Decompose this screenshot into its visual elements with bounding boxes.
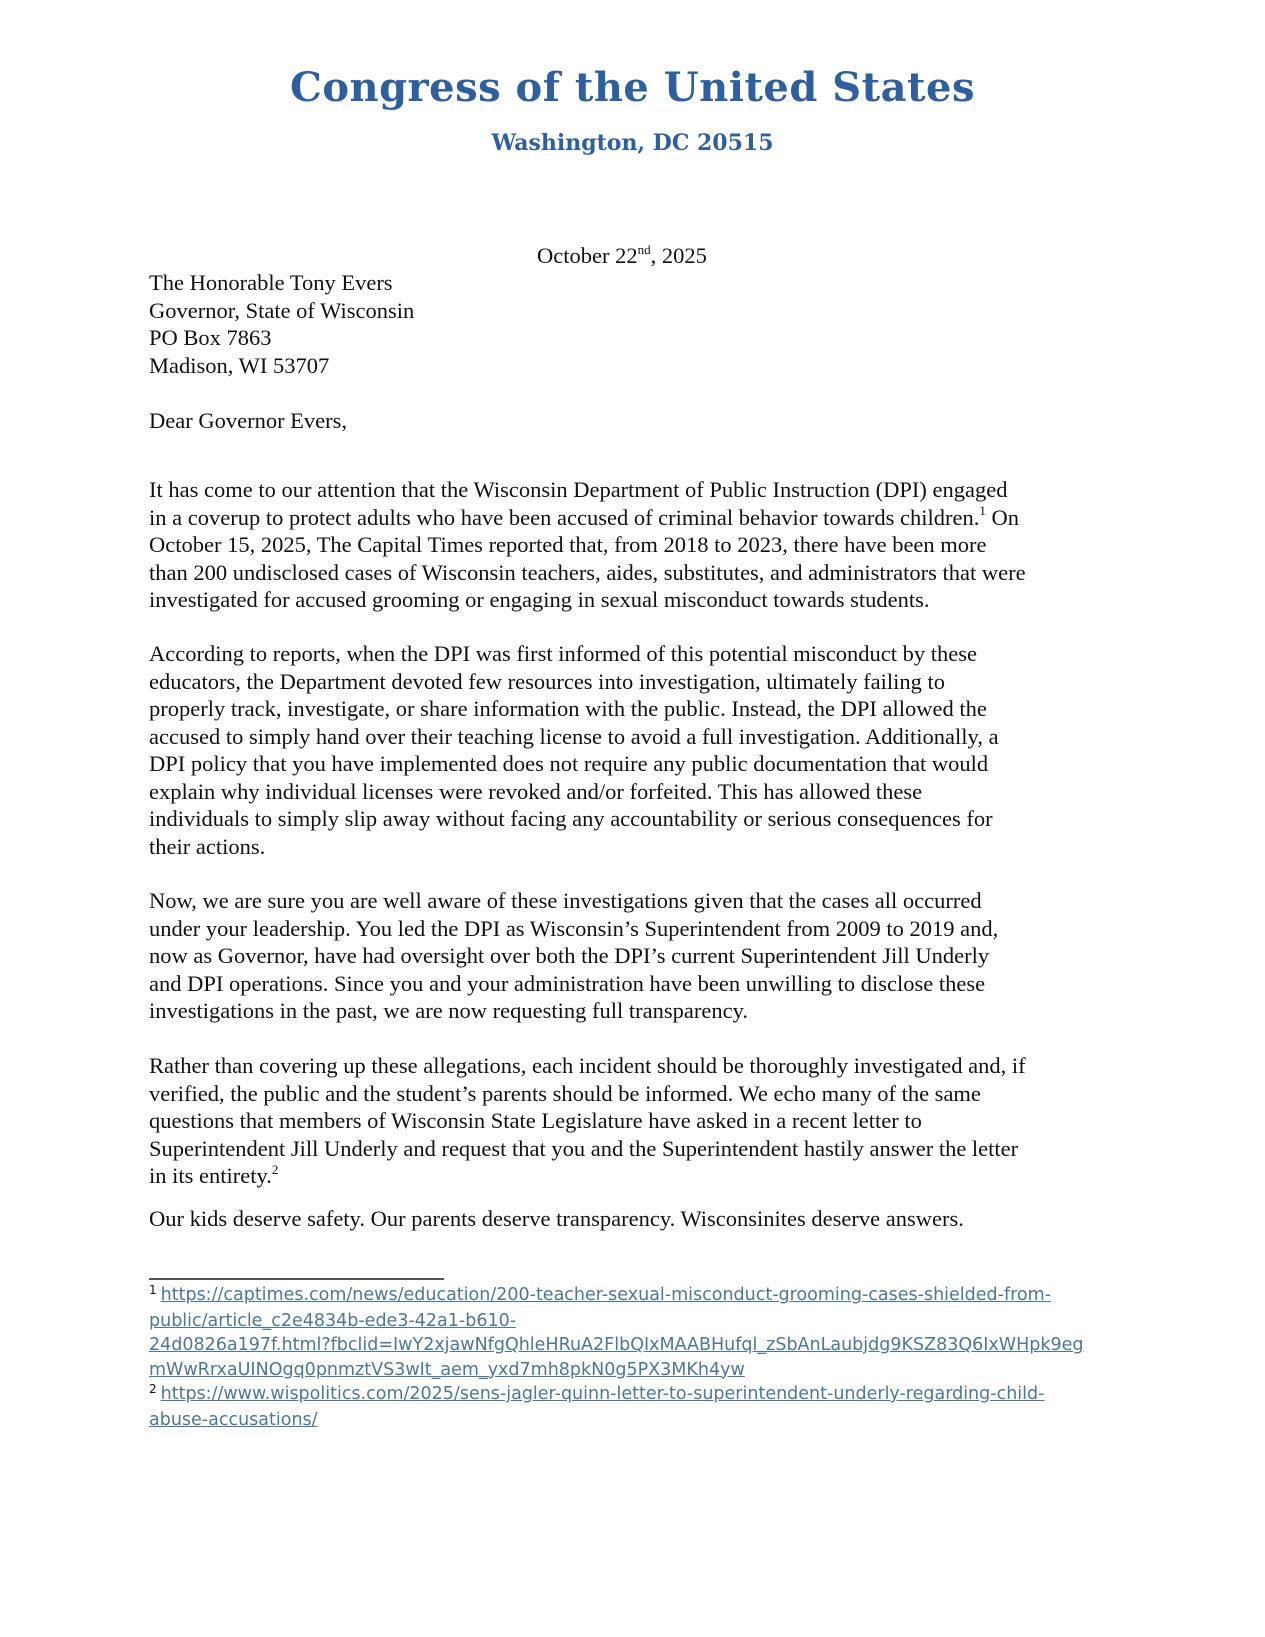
footnote-1-link[interactable]: mWwRrxaUINOgq0pnmztVS3wIt_aem_yxd7mh8pkN0g5PX3MKh4yw: [149, 1359, 745, 1380]
paragraph-line: under your leadership. You led the DPI as Wisconsin’s Superintendent from 2009 to 2019 and,: [149, 915, 999, 941]
paragraph-line: Rather than covering up these allegations, each incident should be thoroughly investigated and, if: [149, 1053, 1026, 1078]
paragraph-line: in a coverup to protect adults who have been accused of criminal behavior towards children.$^1$ On: [149, 503, 1019, 530]
paragraph-line: in its entirety.$^2$: [149, 1161, 279, 1188]
paragraph-line: explain why individual licenses were revoked and/or forfeited. This has allowed these: [149, 778, 923, 804]
paragraph-line: and DPI operations. Since you and your administration have been unwilling to disclose these: [149, 970, 986, 996]
paragraph-2: [149, 640, 1129, 860]
paragraph-line: accused to simply hand over their teaching license to avoid a full investigation. Additionally, a: [149, 723, 999, 749]
recipient-address: [149, 269, 414, 379]
paragraph-1: [149, 476, 1129, 614]
paragraph-3: [149, 887, 1129, 1025]
paragraph-line: now as Governor, have had oversight over both the DPI’s current Superintendent Jill Underly: [149, 943, 990, 968]
paragraph-line: Now, we are sure you are well aware of these investigations given that the cases all occurred: [149, 888, 982, 913]
address-line: PO Box 7863: [149, 325, 272, 350]
address-line: Governor, State of Wisconsin: [149, 297, 415, 323]
date-year: , 2025: [650, 243, 707, 268]
footnote-ref-1[interactable]: 1: [979, 503, 986, 518]
paragraph-line: than 200 undisclosed cases of Wisconsin teachers, aides, substitutes, and administrators that were: [149, 559, 1026, 585]
paragraph-line: educators, the Department devoted few resources into investigation, ultimately failing to: [149, 668, 946, 694]
footnote-2: [149, 1382, 1129, 1432]
salutation: Dear Governor Evers,: [149, 408, 348, 433]
footnote-1-link[interactable]: https://captimes.com/news/education/200-teacher-sexual-misconduct-grooming-cases-shielded-from-: [160, 1285, 1051, 1305]
paragraph-line: their actions.: [149, 833, 266, 859]
paragraph-line: verified, the public and the student’s parents should be informed. We echo many of the same: [149, 1080, 981, 1106]
closing-statement: Our kids deserve safety. Our parents deserve transparency. Wisconsinites deserve answers.: [149, 1206, 964, 1231]
paragraph-line: October 15, 2025, The Capital Times reported that, from 2018 to 2023, there have been more: [149, 532, 987, 557]
letterhead-subtitle: Washington, DC 20515: [491, 130, 774, 156]
paragraph-line: properly track, investigate, or share information with the public. Instead, the DPI allowed the: [149, 696, 987, 721]
footnote-number: 2: [149, 1382, 157, 1396]
footnote-2-link[interactable]: https://www.wispolitics.com/2025/sens-jagler-quinn-letter-to-superintendent-underly-regarding-child-: [160, 1384, 1045, 1404]
footnote-1: [149, 1283, 1129, 1382]
footnotes: [149, 1283, 1129, 1432]
paragraph-line: individuals to simply slip away without facing any accountability or serious consequences for: [149, 806, 993, 831]
date-main: October 22: [537, 243, 638, 268]
paragraph-line: It has come to our attention that the Wisconsin Department of Public Instruction (DPI) engaged: [149, 477, 1008, 502]
letter-date: [537, 242, 707, 270]
paragraph-line: Superintendent Jill Underly and request that you and the Superintendent hastily answer the letter: [149, 1135, 1019, 1161]
paragraph-line: questions that members of Wisconsin State Legislature have asked in a recent letter to: [149, 1108, 922, 1133]
letterhead-title: Congress of the United States: [289, 64, 975, 111]
footnote-divider: [149, 1278, 444, 1280]
address-line: The Honorable Tony Evers: [149, 270, 393, 295]
paragraph-line: According to reports, when the DPI was first informed of this potential misconduct by these: [149, 641, 977, 666]
date-ordinal-suffix: nd: [637, 241, 651, 257]
footnote-ref-2[interactable]: 2: [271, 1161, 279, 1177]
footnote-2-link[interactable]: abuse-accusations/: [149, 1409, 318, 1430]
paragraph-line: investigated for accused grooming or engaging in sexual misconduct towards students.: [149, 587, 930, 612]
address-line: Madison, WI 53707: [149, 352, 330, 378]
footnote-1-link[interactable]: 24d0826a197f.html?fbclid=IwY2xjawNfgQhleHRuA2FlbQIxMAABHufql_zSbAnLaubjdg9KSZ83Q6IxWHpk9eg: [149, 1335, 1084, 1355]
footnote-number: 1: [149, 1283, 157, 1297]
paragraph-4: [149, 1052, 1129, 1190]
footnote-1-link[interactable]: public/article_c2e4834b-ede3-42a1-b610-: [149, 1310, 517, 1331]
paragraph-line: DPI policy that you have implemented does not require any public documentation that would: [149, 751, 989, 776]
paragraph-line: investigations in the past, we are now requesting full transparency.: [149, 998, 748, 1023]
